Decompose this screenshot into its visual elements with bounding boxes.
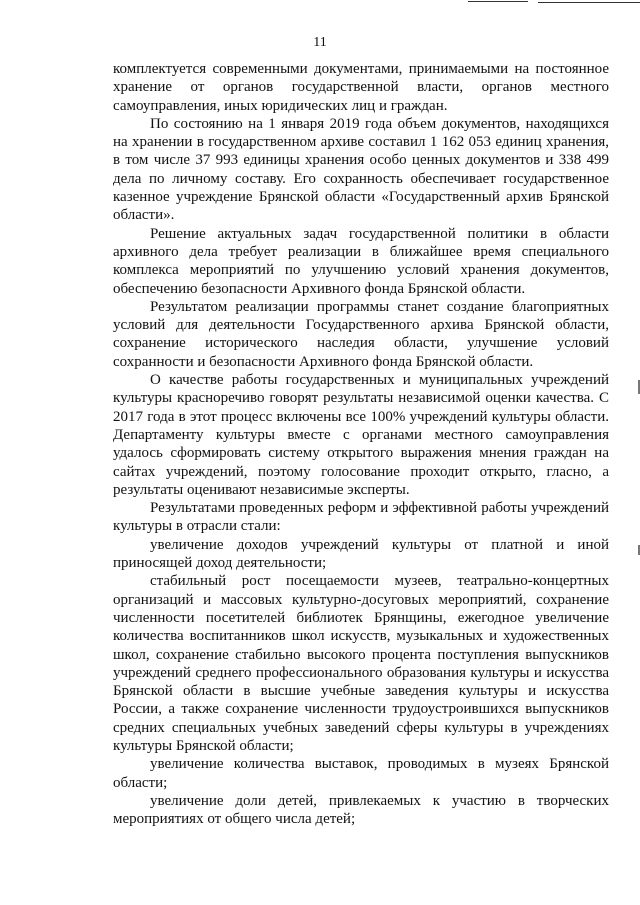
paragraph: Результатами проведенных реформ и эффективной работы учреждений культуры в отрасли стали:: [113, 500, 609, 535]
list-item-paragraph: увеличение доли детей, привлекаемых к участию в творческих мероприятиях от общего числа детей;: [113, 792, 609, 828]
scan-edge-mark: [468, 0, 640, 5]
document-body: [113, 60, 609, 828]
list-item-paragraph: стабильный рост посещаемости музеев, театрально-концертных организаций и массовых культурно-досуговых мероприятий, сохранение численности посетителей библиотек Брянщины, ежегодное увеличение количества воспитанников школ искусств, музыкальных и художественных школ, сохранение стабильно высокого процента поступления выпускников учреждений среднего профессионального образования культуры и искусства Брянской области в высшие учебные заведения культуры и искусства России, а также сохранение численности трудоустроившихся выпускников средних специальных учебных заведений сферы культуры в учреждениях культуры Брянской области;: [113, 573, 609, 754]
paragraph: Решение актуальных задач государственной политики в области архивного дела требует реализации в ближайшее время специального комплекса мероприятий по улучшению условий хранения документов, обеспечению безопасности Архивного фонда Брянской области.: [113, 225, 609, 297]
page-number: 11: [313, 35, 327, 50]
scan-edge-line: [538, 2, 640, 3]
list-item-paragraph: увеличение количества выставок, проводимых в музеях Брянской области;: [113, 756, 609, 791]
list-item-paragraph: увеличение доходов учреждений культуры от платной и иной приносящей доход деятельности;: [113, 536, 609, 572]
paragraph: Результатом реализации программы станет создание благоприятных условий для деятельности Государственного архива Брянской области, сохранение исторического наследия области, улучшение условий сохранности и безопасности Архивного фонда Брянской области.: [113, 298, 609, 370]
paragraph: По состоянию на 1 января 2019 года объем документов, находящихся на хранении в государственном архиве составил 1 162 053 единиц хранения, в том числе 37 993 единицы хранения особо ценных документов и 338 499 дела по личному составу. Его сохранность обеспечивает государственное казенное учреждение Брянской области «Государственный архив Брянской области».: [113, 115, 609, 224]
paragraph: О качестве работы государственных и муниципальных учреждений культуры красноречиво говорят результаты независимой оценки качества. С 2017 года в этот процесс включены все 100% учреждений культуры области. Департаменту культуры вместе с органами местного самоуправления удалось сформировать систему открытого выражения мнения граждан на сайтах учреждений, поэтому голосование проходит открыто, гласно, а результаты оценивают независимые эксперты.: [113, 372, 609, 498]
paragraph: комплектуется современными документами, принимаемыми на постоянное хранение от органов государственной власти, органов местного самоуправления, иных юридических лиц и граждан.: [113, 61, 609, 114]
scan-edge-line: [468, 1, 528, 2]
